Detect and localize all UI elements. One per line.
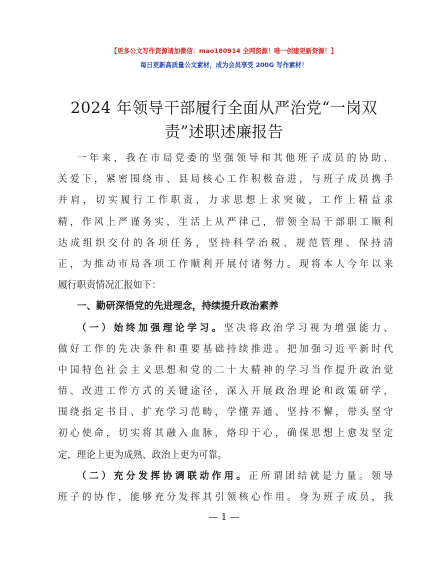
item-text: 正所谓团结就是力量。领导	[248, 470, 393, 482]
title-line-1: 2024 年领导干部履行全面从严治党“一岗双	[70, 99, 378, 117]
promo-banner-line-2: 每日更新高质量公文素材，成为会员享受 200G 写作素材！	[140, 62, 308, 69]
paragraph-line: 班子的协作，能够充分发挥其引领核心作用。身为班子成员，我	[58, 492, 393, 503]
item-first-line	[58, 318, 393, 339]
paragraph-line: 悟、改进工作方式的关键途径，深入开展政治理论和政策研学，	[58, 386, 393, 398]
paragraph-line: 达成组织交付的各项任务，坚持科学治税、规范管理、保持清	[58, 237, 393, 249]
item-label: （一）	[77, 322, 114, 334]
paragraph-line: 围绕指定书目、扩充学习范畴，学懂弄通、坚持不懈，带头坚守	[58, 407, 393, 419]
paragraph-line: 一年来，我在市局党委的坚强领导和其他班子成员的协助、	[77, 153, 393, 164]
item-first-line	[58, 466, 393, 487]
item-lead: 始终加强理论学习。	[113, 322, 225, 334]
paragraph-line: 正，为推动市局各项工作顺利开展付诸努力。现将本人今年以来	[58, 258, 393, 270]
paragraph-line: 履行职责情况汇报如下：	[58, 280, 162, 292]
paragraph-line: 关爱下，紧密围绕市、县局核心工作积极奋进，与班子成员携手	[58, 174, 393, 186]
document-title	[40, 96, 408, 144]
paragraph-line: 初心使命，切实将其融入血脉，烙印于心，确保思想上愈发坚定	[58, 428, 393, 440]
paragraph-line: 中国特色社会主义思想和党的二十大精神的学习当作提升政治觉	[58, 364, 393, 376]
paragraph-line: 并肩，切实履行工作职责，力求思想上求突破，工作上精益求	[58, 195, 393, 207]
item-text: 坚决将政治学习视为增强能力、	[224, 322, 393, 334]
document-body	[58, 148, 393, 508]
item-label: （二）	[77, 470, 114, 482]
promo-banner-line-1: 【更多公文写作资源请加微信：mao180914 全网资源！唯一创建更新资源！】	[110, 48, 338, 55]
paragraph-line: 定，理论上更为成熟、政治上更为可靠。	[58, 449, 227, 461]
paragraph-line: 精，作风上严谨务实，生活上从严律己，带领全局干部职工顺利	[58, 216, 393, 228]
section-heading: 一、勤研深悟党的先进理念，持续提升政治素养	[77, 301, 279, 313]
title-line-2: 责”述职述廉报告	[164, 123, 284, 141]
item-lead: 充分发挥协调联动作用。	[113, 470, 249, 482]
page-number: — 1 —	[208, 512, 240, 523]
paragraph-line: 做好工作的先决条件和重要基础持续推进。把加强习近平新时代	[58, 343, 393, 355]
